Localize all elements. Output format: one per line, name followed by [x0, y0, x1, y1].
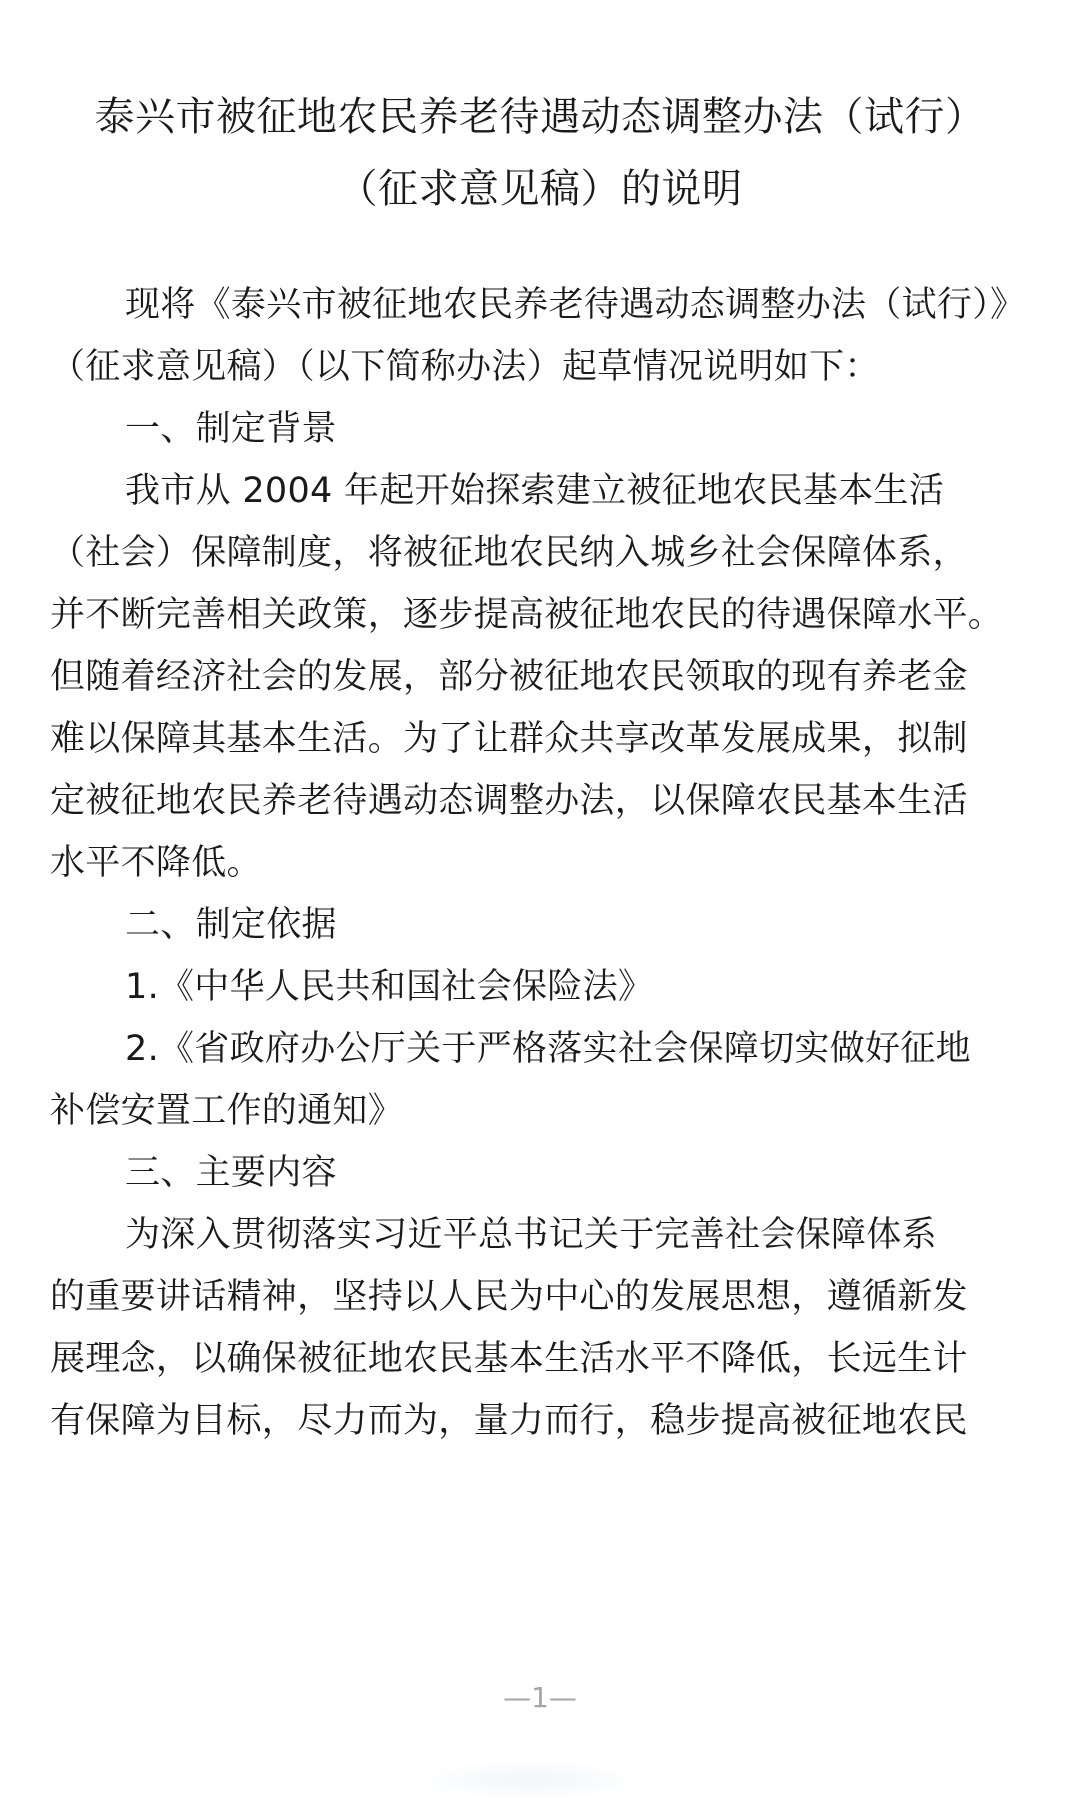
section-heading-content: 三、主要内容	[125, 1153, 337, 1193]
intro-line-1: 现将《泰兴市被征地农民养老待遇动态调整办法（试行）》	[125, 285, 1026, 325]
body-line: 但随着经济社会的发展，部分被征地农民领取的现有养老金	[50, 657, 968, 697]
body-line: 水平不降低。	[50, 843, 262, 883]
body-line: 定被征地农民养老待遇动态调整办法，以保障农民基本生活	[50, 781, 968, 821]
document-title-line-1: 泰兴市被征地农民养老待遇动态调整办法（试行）	[94, 94, 986, 140]
basis-item-2: 2.《省政府办公厅关于严格落实社会保障切实做好征地	[125, 1029, 971, 1069]
basis-item-2-continued: 补偿安置工作的通知》	[50, 1091, 404, 1131]
body-line: 我市从 2004 年起开始探索建立被征地农民基本生活	[125, 471, 945, 511]
page-number: —1—	[503, 1681, 577, 1714]
body-line: 展理念，以确保被征地农民基本生活水平不降低，长远生计	[50, 1339, 968, 1379]
section-heading-background: 一、制定背景	[125, 409, 337, 449]
body-line: 难以保障其基本生活。为了让群众共享改革发展成果，拟制	[50, 719, 968, 759]
body-line: 并不断完善相关政策，逐步提高被征地农民的待遇保障水平。	[50, 595, 1004, 635]
body-line: 为深入贯彻落实习近平总书记关于完善社会保障体系	[125, 1215, 937, 1255]
section-heading-basis: 二、制定依据	[125, 905, 337, 945]
intro-line-2: （征求意见稿）（以下简称办法）起草情况说明如下：	[50, 347, 880, 387]
document-title-line-2: （征求意见稿）的说明	[337, 166, 743, 212]
basis-item-1: 1.《中华人民共和国社会保险法》	[125, 967, 654, 1007]
body-line: 有保障为目标，尽力而为，量力而行，稳步提高被征地农民	[50, 1401, 968, 1441]
body-line: 的重要讲话精神，坚持以人民为中心的发展思想，遵循新发	[50, 1277, 968, 1317]
body-line: （社会）保障制度，将被征地农民纳入城乡社会保障体系，	[50, 533, 968, 573]
scan-smudge	[415, 1760, 645, 1800]
